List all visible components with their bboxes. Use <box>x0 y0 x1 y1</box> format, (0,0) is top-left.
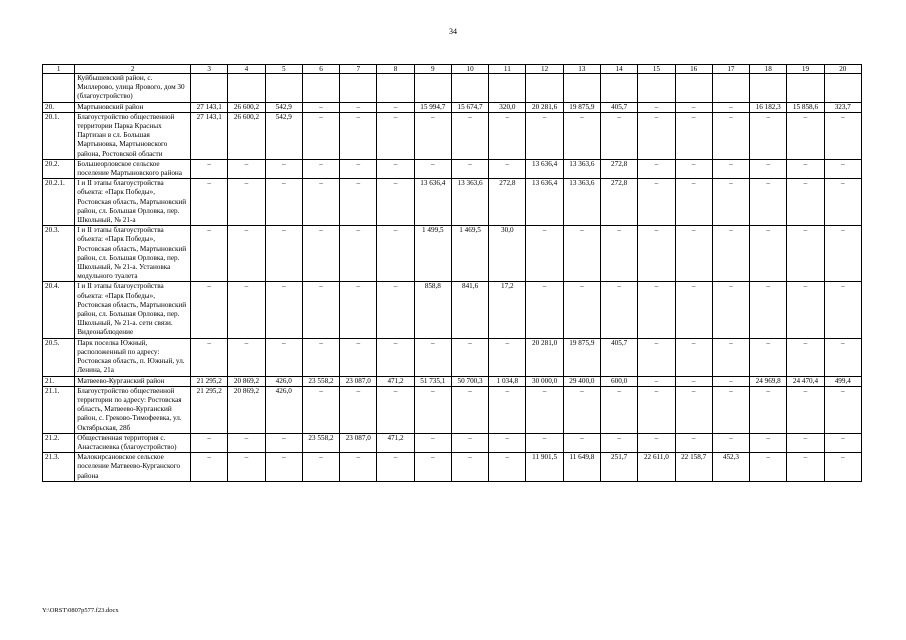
value-cell: – <box>414 338 451 376</box>
value-cell: – <box>340 226 377 282</box>
value-cell: – <box>638 102 675 112</box>
value-cell: – <box>787 338 824 376</box>
column-number-cell: 10 <box>451 65 488 74</box>
value-cell: – <box>191 338 228 376</box>
value-cell: – <box>601 433 638 452</box>
column-number-cell: 9 <box>414 65 451 74</box>
value-cell: – <box>638 179 675 226</box>
value-cell: 51 735,1 <box>414 376 451 386</box>
value-cell: – <box>712 338 749 376</box>
value-cell: – <box>787 453 824 482</box>
value-cell: 323,7 <box>824 102 861 112</box>
value-cell: 23 558,2 <box>302 376 339 386</box>
value-cell: – <box>750 433 787 452</box>
value-cell: 426,0 <box>265 376 302 386</box>
value-cell: 50 700,3 <box>451 376 488 386</box>
value-cell: – <box>638 433 675 452</box>
value-cell: 19 875,9 <box>563 338 600 376</box>
value-cell: 13 636,4 <box>414 179 451 226</box>
value-cell: 22 611,0 <box>638 453 675 482</box>
value-cell: 20 281,0 <box>526 338 563 376</box>
value-cell <box>638 74 675 103</box>
value-cell <box>787 74 824 103</box>
value-cell: 13 363,6 <box>563 179 600 226</box>
value-cell: – <box>302 226 339 282</box>
row-index-cell: 21.1. <box>43 386 75 433</box>
row-name-cell: Мартыновский район <box>75 102 191 112</box>
column-number-cell: 11 <box>489 65 526 74</box>
value-cell: – <box>675 433 712 452</box>
value-cell: – <box>191 433 228 452</box>
value-cell: – <box>712 433 749 452</box>
value-cell: – <box>451 433 488 452</box>
value-cell: – <box>824 433 861 452</box>
value-cell: – <box>824 226 861 282</box>
value-cell: 21 295,2 <box>191 386 228 433</box>
table-row <box>43 433 862 452</box>
value-cell: – <box>750 159 787 178</box>
value-cell: 15 994,7 <box>414 102 451 112</box>
value-cell: – <box>601 226 638 282</box>
value-cell: – <box>340 112 377 159</box>
row-name-cell: Куйбышевский район, с. Миллерово, улица Ярового, дом 30 (благоустройство) <box>75 74 191 103</box>
value-cell <box>302 74 339 103</box>
value-cell: – <box>787 386 824 433</box>
value-cell: – <box>675 159 712 178</box>
value-cell: – <box>712 102 749 112</box>
value-cell: 1 499,5 <box>414 226 451 282</box>
value-cell: – <box>340 453 377 482</box>
value-cell: 17,2 <box>489 282 526 338</box>
value-cell: 320,0 <box>489 102 526 112</box>
value-cell: – <box>824 338 861 376</box>
value-cell: – <box>451 159 488 178</box>
value-cell: 600,0 <box>601 376 638 386</box>
value-cell: – <box>191 159 228 178</box>
value-cell: – <box>638 338 675 376</box>
row-name-cell: Общественная территория с. Анастасиевка (благоустройство) <box>75 433 191 452</box>
value-cell: – <box>265 159 302 178</box>
value-cell: 24 969,8 <box>750 376 787 386</box>
value-cell: 13 363,6 <box>451 179 488 226</box>
value-cell: – <box>489 433 526 452</box>
row-name-cell: I и II этапы благоустройства объекта: «Парк Победы», Ростовская область, Мартыновский район, сл. Большая Орловка, пер. Школьный, № 21-а <box>75 179 191 226</box>
value-cell: – <box>377 386 414 433</box>
column-number-cell: 3 <box>191 65 228 74</box>
table-row <box>43 226 862 282</box>
value-cell: – <box>489 453 526 482</box>
column-number-cell: 8 <box>377 65 414 74</box>
value-cell: – <box>638 112 675 159</box>
value-cell: – <box>750 112 787 159</box>
value-cell: – <box>675 226 712 282</box>
row-index-cell: 20.4. <box>43 282 75 338</box>
column-number-cell: 5 <box>265 65 302 74</box>
row-name-cell: I и II этапы благоустройства объекта: «Парк Победы», Ростовская область, Мартыновский район, сл. Большая Орловка, пер. Школьный, № 21-а. Установка модульного туалета <box>75 226 191 282</box>
row-index-cell: 20.1. <box>43 112 75 159</box>
row-name-cell: Благоустройство общественной территории Парка Красных Партизан в сл. Большая Мартыновка, Мартыновского района, Ростовской области <box>75 112 191 159</box>
value-cell: – <box>377 338 414 376</box>
value-cell: – <box>228 338 265 376</box>
value-cell: – <box>377 226 414 282</box>
value-cell: – <box>414 453 451 482</box>
row-index-cell: 20.5. <box>43 338 75 376</box>
value-cell: – <box>712 386 749 433</box>
value-cell: – <box>824 282 861 338</box>
value-cell: 405,7 <box>601 338 638 376</box>
value-cell: – <box>675 112 712 159</box>
value-cell: – <box>414 386 451 433</box>
table-row <box>43 112 862 159</box>
value-cell: – <box>302 386 339 433</box>
value-cell: 405,7 <box>601 102 638 112</box>
value-cell: – <box>787 179 824 226</box>
value-cell: – <box>302 282 339 338</box>
value-cell: – <box>414 159 451 178</box>
row-index-cell: 20.2.1. <box>43 179 75 226</box>
value-cell: – <box>750 338 787 376</box>
value-cell: 471,2 <box>377 376 414 386</box>
value-cell: 27 143,1 <box>191 102 228 112</box>
value-cell: – <box>265 453 302 482</box>
value-cell: – <box>563 386 600 433</box>
value-cell: 29 400,0 <box>563 376 600 386</box>
value-cell: – <box>377 159 414 178</box>
column-number-cell: 7 <box>340 65 377 74</box>
value-cell: – <box>526 433 563 452</box>
column-number-cell: 4 <box>228 65 265 74</box>
value-cell: 13 636,4 <box>526 179 563 226</box>
row-name-cell: Парк поселка Южный, расположенный по адресу: Ростовская область, п. Южный, ул. Ленина, 21а <box>75 338 191 376</box>
table-body <box>43 65 862 482</box>
value-cell: 1 469,5 <box>451 226 488 282</box>
value-cell: – <box>750 282 787 338</box>
column-number-cell: 18 <box>750 65 787 74</box>
value-cell: – <box>414 112 451 159</box>
value-cell: – <box>526 112 563 159</box>
row-index-cell: 20.3. <box>43 226 75 282</box>
value-cell: 19 875,9 <box>563 102 600 112</box>
column-number-cell: 13 <box>563 65 600 74</box>
value-cell: – <box>526 282 563 338</box>
value-cell: – <box>526 226 563 282</box>
value-cell: – <box>302 179 339 226</box>
value-cell: – <box>824 112 861 159</box>
value-cell: – <box>302 453 339 482</box>
value-cell: – <box>563 112 600 159</box>
value-cell: – <box>377 179 414 226</box>
value-cell: – <box>787 282 824 338</box>
value-cell: 15 858,6 <box>787 102 824 112</box>
column-number-cell: 16 <box>675 65 712 74</box>
value-cell: – <box>750 386 787 433</box>
value-cell: 858,8 <box>414 282 451 338</box>
value-cell: – <box>228 282 265 338</box>
value-cell: – <box>265 433 302 452</box>
value-cell: – <box>638 386 675 433</box>
table-row <box>43 179 862 226</box>
value-cell: 20 869,2 <box>228 386 265 433</box>
value-cell: – <box>340 282 377 338</box>
value-cell: – <box>302 112 339 159</box>
value-cell: 20 869,2 <box>228 376 265 386</box>
value-cell: 452,3 <box>712 453 749 482</box>
value-cell: – <box>638 282 675 338</box>
value-cell: – <box>787 226 824 282</box>
value-cell: – <box>191 226 228 282</box>
value-cell <box>712 74 749 103</box>
value-cell: 22 158,7 <box>675 453 712 482</box>
value-cell: – <box>489 338 526 376</box>
row-name-cell: Матвеево-Курганский район <box>75 376 191 386</box>
value-cell: – <box>265 338 302 376</box>
row-index-cell: 21.3. <box>43 453 75 482</box>
value-cell: – <box>265 282 302 338</box>
value-cell: – <box>787 112 824 159</box>
value-cell: – <box>302 102 339 112</box>
value-cell: – <box>675 179 712 226</box>
row-index-cell: 20. <box>43 102 75 112</box>
value-cell: 272,8 <box>601 179 638 226</box>
row-index-cell: 21. <box>43 376 75 386</box>
value-cell: – <box>712 282 749 338</box>
value-cell: – <box>302 338 339 376</box>
value-cell: – <box>712 159 749 178</box>
value-cell: 26 600,2 <box>228 102 265 112</box>
column-number-cell: 20 <box>824 65 861 74</box>
value-cell: 272,8 <box>601 159 638 178</box>
row-index-cell <box>43 74 75 103</box>
value-cell: – <box>191 282 228 338</box>
column-number-row <box>43 65 862 74</box>
column-number-cell: 19 <box>787 65 824 74</box>
value-cell: – <box>228 453 265 482</box>
value-cell: – <box>787 433 824 452</box>
value-cell: 27 143,1 <box>191 112 228 159</box>
row-name-cell: Благоустройство общественной территории по адресу: Ростовская область, Матвеево-Курганский район, с. Греково-Тимофеевка, ул. Октябрьская, 28б <box>75 386 191 433</box>
row-index-cell: 20.2. <box>43 159 75 178</box>
column-number-cell: 1 <box>43 65 75 74</box>
value-cell: – <box>750 226 787 282</box>
value-cell: – <box>526 386 563 433</box>
value-cell: 471,2 <box>377 433 414 452</box>
value-cell: – <box>750 453 787 482</box>
value-cell: – <box>489 112 526 159</box>
value-cell: – <box>675 282 712 338</box>
value-cell: – <box>638 226 675 282</box>
value-cell: – <box>601 112 638 159</box>
value-cell: – <box>340 179 377 226</box>
value-cell: – <box>451 386 488 433</box>
value-cell: – <box>563 282 600 338</box>
value-cell: 23 087,0 <box>340 376 377 386</box>
value-cell: 11 901,5 <box>526 453 563 482</box>
row-index-cell: 21.2. <box>43 433 75 452</box>
column-number-cell: 12 <box>526 65 563 74</box>
value-cell <box>228 74 265 103</box>
column-number-cell: 15 <box>638 65 675 74</box>
table-row <box>43 386 862 433</box>
value-cell: – <box>601 282 638 338</box>
value-cell: 16 182,3 <box>750 102 787 112</box>
value-cell: – <box>340 159 377 178</box>
value-cell: 30 000,0 <box>526 376 563 386</box>
value-cell: 30,0 <box>489 226 526 282</box>
footer-file-path: Y:\ORST\0807p577.f23.docx <box>42 607 119 614</box>
value-cell: – <box>228 159 265 178</box>
value-cell <box>526 74 563 103</box>
value-cell: – <box>377 282 414 338</box>
value-cell: – <box>563 226 600 282</box>
value-cell: – <box>191 179 228 226</box>
value-cell: – <box>824 386 861 433</box>
value-cell: – <box>712 112 749 159</box>
value-cell: – <box>228 179 265 226</box>
value-cell: – <box>340 338 377 376</box>
budget-table <box>42 64 862 482</box>
value-cell: – <box>377 112 414 159</box>
value-cell: – <box>675 102 712 112</box>
value-cell: – <box>750 179 787 226</box>
value-cell: – <box>302 159 339 178</box>
value-cell: 24 470,4 <box>787 376 824 386</box>
value-cell: 11 649,8 <box>563 453 600 482</box>
value-cell: – <box>489 159 526 178</box>
table-row <box>43 74 862 103</box>
table-row <box>43 453 862 482</box>
value-cell: 13 363,6 <box>563 159 600 178</box>
value-cell: 542,9 <box>265 112 302 159</box>
value-cell: 426,0 <box>265 386 302 433</box>
value-cell: 15 674,7 <box>451 102 488 112</box>
value-cell: – <box>601 386 638 433</box>
table-row <box>43 159 862 178</box>
value-cell <box>601 74 638 103</box>
value-cell: – <box>489 386 526 433</box>
value-cell: – <box>675 376 712 386</box>
row-name-cell: I и II этапы благоустройства объекта: «Парк Победы», Ростовская область, Мартыновский район, сл. Большая Орловка, пер. Школьный, № 21-а. сети связи. Видеонаблюдение <box>75 282 191 338</box>
value-cell: 272,8 <box>489 179 526 226</box>
page-number: 34 <box>449 27 457 36</box>
value-cell <box>414 74 451 103</box>
value-cell: – <box>824 453 861 482</box>
value-cell: – <box>451 453 488 482</box>
value-cell: 21 295,2 <box>191 376 228 386</box>
value-cell: 23 087,0 <box>340 433 377 452</box>
value-cell: – <box>377 102 414 112</box>
value-cell: – <box>824 159 861 178</box>
value-cell: – <box>414 433 451 452</box>
column-number-cell: 6 <box>302 65 339 74</box>
column-number-cell: 17 <box>712 65 749 74</box>
value-cell: – <box>377 453 414 482</box>
value-cell: – <box>638 376 675 386</box>
value-cell: – <box>824 179 861 226</box>
value-cell: 26 600,2 <box>228 112 265 159</box>
value-cell: – <box>712 226 749 282</box>
value-cell: 23 558,2 <box>302 433 339 452</box>
value-cell: 499,4 <box>824 376 861 386</box>
table-row <box>43 102 862 112</box>
value-cell: – <box>451 338 488 376</box>
row-name-cell: Малокирсановское сельское поселение Матвеево-Курганского района <box>75 453 191 482</box>
value-cell <box>563 74 600 103</box>
value-cell <box>750 74 787 103</box>
value-cell: – <box>563 433 600 452</box>
value-cell: – <box>638 159 675 178</box>
value-cell: 251,7 <box>601 453 638 482</box>
value-cell <box>489 74 526 103</box>
value-cell: 841,6 <box>451 282 488 338</box>
table-row <box>43 282 862 338</box>
value-cell: – <box>675 386 712 433</box>
value-cell: – <box>228 226 265 282</box>
value-cell: – <box>675 338 712 376</box>
row-name-cell: Большеорловское сельское поселение Мартыновского района <box>75 159 191 178</box>
value-cell <box>265 74 302 103</box>
table-row <box>43 376 862 386</box>
value-cell <box>824 74 861 103</box>
value-cell: – <box>340 102 377 112</box>
value-cell: – <box>191 453 228 482</box>
value-cell: – <box>340 386 377 433</box>
value-cell: – <box>787 159 824 178</box>
value-cell <box>191 74 228 103</box>
value-cell: – <box>451 112 488 159</box>
value-cell: – <box>265 226 302 282</box>
value-cell: 542,9 <box>265 102 302 112</box>
value-cell: 1 034,8 <box>489 376 526 386</box>
value-cell: – <box>228 433 265 452</box>
table-row <box>43 338 862 376</box>
value-cell: 13 636,4 <box>526 159 563 178</box>
value-cell: 20 281,6 <box>526 102 563 112</box>
value-cell <box>377 74 414 103</box>
value-cell <box>340 74 377 103</box>
value-cell <box>451 74 488 103</box>
column-number-cell: 14 <box>601 65 638 74</box>
value-cell: – <box>712 376 749 386</box>
value-cell: – <box>265 179 302 226</box>
value-cell <box>675 74 712 103</box>
value-cell: – <box>712 179 749 226</box>
column-number-cell: 2 <box>75 65 191 74</box>
